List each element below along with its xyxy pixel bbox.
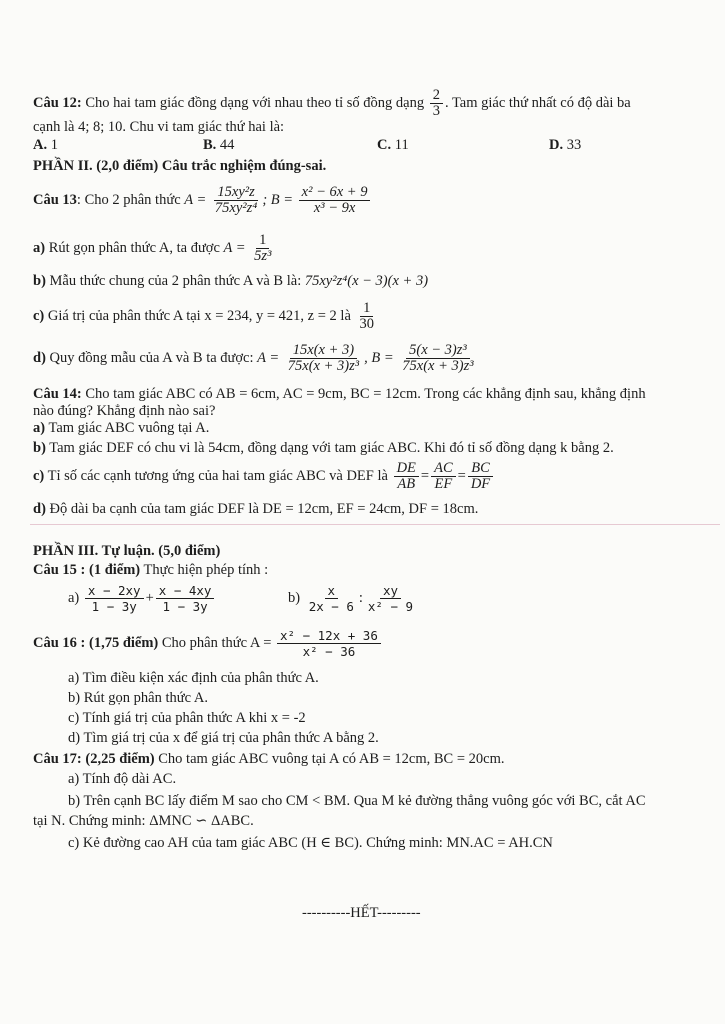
q12-text1: Cho hai tam giác đồng dạng với nhau theo tỉ số đồng dạng <box>85 94 425 111</box>
q15-a-fraction-2 <box>156 583 215 614</box>
q13-d-a: A = <box>257 350 280 366</box>
frac-num: BC <box>468 461 493 477</box>
frac-den: 2x − 6 <box>308 599 354 615</box>
q13-fraction-a <box>212 185 260 216</box>
q12-option-a <box>33 137 58 154</box>
q13-d-fraction-a <box>285 343 362 374</box>
q16-item <box>68 669 319 687</box>
q13-a-fraction <box>251 233 274 264</box>
q14-d <box>33 500 478 518</box>
q15-label: Câu 15 : (1 điểm) <box>33 562 141 578</box>
q13-d-b: , B = <box>364 350 394 366</box>
frac-den: EF <box>434 476 453 493</box>
q17-text: Cho tam giác ABC vuông tại A có AB = 12cm, BC = 20cm. <box>158 751 505 767</box>
frac-den: DF <box>470 476 491 493</box>
frac-num: x² − 12x + 36 <box>277 628 381 644</box>
q12-option-c <box>377 137 409 154</box>
q13-d <box>33 340 479 376</box>
option-key: B. <box>203 137 217 153</box>
q17-b1-text: b) Trên cạnh BC lấy điểm M sao cho CM < BM. Qua M kẻ đường thẳng vuông góc với BC, cắt AC <box>68 793 646 809</box>
q16-fraction <box>277 628 381 659</box>
q12-ratio <box>430 88 443 119</box>
q12-text3: cạnh là 4; 8; 10. Chu vi tam giác thứ hai là: <box>33 119 285 135</box>
part2-title <box>33 157 326 175</box>
q14-label: Câu 14: <box>33 386 82 402</box>
frac-den: 5z³ <box>254 248 272 265</box>
q16-item-text: a) Tìm điều kiện xác định của phân thức A. <box>68 670 319 686</box>
option-value: 33 <box>566 137 582 153</box>
q15-a <box>68 580 216 616</box>
q16-text: Cho phân thức <box>161 635 248 651</box>
q12-option-b <box>203 137 234 154</box>
q16-item-text: c) Tính giá trị của phân thức A khi x = -2 <box>68 710 306 726</box>
q14-c-text: Tỉ số các cạnh tương ứng của hai tam giác ABC và DEF là <box>47 468 388 484</box>
q15-line <box>33 561 268 579</box>
option-value: 11 <box>394 137 409 153</box>
q13-b-text: Mẫu thức chung của 2 phân thức A và B là: <box>49 273 302 289</box>
q16-line <box>33 625 383 661</box>
option-key: D. <box>549 137 564 153</box>
frac-num: x <box>325 583 339 599</box>
q17-c-text: c) Kẻ đường cao AH của tam giác ABC (H ∈ BC). Chứng minh: MN.AC = AH.CN <box>68 835 553 851</box>
q14-line1 <box>33 385 646 403</box>
frac-den: 1 − 3y <box>91 599 137 615</box>
q13-a-label-b: a) <box>33 240 46 256</box>
q13-a-text: Rút gọn phân thức A, ta được <box>48 240 220 256</box>
option-key: C. <box>377 137 392 153</box>
q15-b <box>288 580 418 616</box>
q16-item-text: b) Rút gọn phân thức A. <box>68 690 208 706</box>
part3-title <box>33 542 220 560</box>
end-marker <box>302 904 421 922</box>
q13-a-expr: A = <box>223 240 246 256</box>
equals-sign: = <box>420 468 430 484</box>
q15-text: Thực hiện phép tính : <box>143 562 269 578</box>
end-marker-text: ----------HẾT--------- <box>302 905 421 921</box>
frac-num: DE <box>394 461 419 477</box>
q14-c-fraction-2 <box>431 461 456 492</box>
q14-b-label: b) <box>33 440 46 456</box>
q12-option-d <box>549 137 581 154</box>
part3-title-text: PHẦN III. Tự luận. (5,0 điểm) <box>33 543 221 559</box>
q13-c <box>33 298 379 334</box>
frac-den: 1 − 3y <box>162 599 208 615</box>
frac-den: 75x(x + 3)z³ <box>402 358 474 375</box>
q13-b <box>33 272 428 290</box>
q12-ratio-den: 3 <box>432 103 440 119</box>
q12-ratio-num: 2 <box>430 88 443 104</box>
q13-a <box>33 230 276 266</box>
frac-den: 30 <box>359 316 375 333</box>
q14-line2 <box>33 402 215 420</box>
divide-sign: : <box>358 590 363 606</box>
q14-c-fraction-3 <box>468 461 493 492</box>
q13-d-label: d) <box>33 350 46 366</box>
q14-b <box>33 439 614 457</box>
frac-den: 75xy²z⁴ <box>214 200 258 217</box>
q17-a <box>68 770 176 788</box>
q12-text2: . Tam giác thứ nhất có độ dài ba <box>444 94 631 111</box>
q14-a-text: Tam giác ABC vuông tại A. <box>48 420 210 436</box>
q13-c-text: Giá trị của phân thức A tại x = 234, y = 421, z = 2 là <box>47 308 351 324</box>
frac-den: x³ − 9x <box>313 200 356 217</box>
q14-text2: nào đúng? Khẳng định nào sai? <box>33 403 216 419</box>
q17-b2-text: tại N. Chứng minh: ΔMNC ∽ ΔABC. <box>33 813 254 829</box>
option-value: 1 <box>50 137 58 153</box>
q16-expr: A = <box>249 635 272 651</box>
frac-num: x − 2xy <box>85 583 144 599</box>
q13-label: Câu 13 <box>33 192 77 208</box>
q15-a-label: a) <box>68 590 80 606</box>
q16-item <box>68 709 306 727</box>
frac-num: 15xy²z <box>214 185 257 201</box>
frac-den: x² − 9 <box>367 599 414 615</box>
q14-b-text: Tam giác DEF có chu vi là 54cm, đồng dạng với tam giác ABC. Khi đó tỉ số đồng dạng k bằng 2. <box>49 440 614 456</box>
q14-c <box>33 458 495 494</box>
section-divider <box>30 524 720 525</box>
q17-line <box>33 750 505 768</box>
frac-num: x² − 6x + 9 <box>299 185 371 201</box>
q13-b-label: ; B = <box>262 192 294 208</box>
q13-fraction-b <box>299 185 371 216</box>
q13-d-text: Quy đồng mẫu của A và B ta được: <box>49 350 254 366</box>
q13-b-expr: 75xy²z⁴(x − 3)(x + 3) <box>304 273 429 289</box>
q12-line1 <box>33 88 631 119</box>
q16-label: Câu 16 : (1,75 điểm) <box>33 635 159 651</box>
q16-item <box>68 729 379 747</box>
q16-item-text: d) Tìm giá trị của x để giá trị của phân thức A bằng 2. <box>68 730 379 746</box>
frac-num: xy <box>380 583 401 599</box>
q13-d-fraction-b <box>399 343 476 374</box>
q14-c-label: c) <box>33 468 45 484</box>
q14-d-text: Độ dài ba cạnh của tam giác DEF là DE = 12cm, EF = 24cm, DF = 18cm. <box>49 501 479 517</box>
q13-c-label: c) <box>33 308 45 324</box>
q12-label: Câu 12: <box>33 94 82 111</box>
equals-sign: = <box>457 468 466 484</box>
frac-num: 15x(x + 3) <box>290 343 357 359</box>
frac-num: x − 4xy <box>156 583 215 599</box>
q13-b-label-b: b) <box>33 273 46 289</box>
frac-den: x² − 36 <box>302 644 356 660</box>
frac-den: 75x(x + 3)z³ <box>287 358 360 375</box>
q17-b1 <box>68 792 646 810</box>
frac-den: AB <box>397 476 416 493</box>
part2-title-text: PHẦN II. (2,0 điểm) Câu trắc nghiệm đúng-sai. <box>33 158 327 174</box>
q17-label: Câu 17: (2,25 điểm) <box>33 751 155 767</box>
q17-a-text: a) Tính độ dài AC. <box>68 771 177 787</box>
q13-c-fraction <box>357 301 378 332</box>
option-key: A. <box>33 137 48 153</box>
q13-line <box>33 182 372 218</box>
q15-b-fraction-1 <box>306 583 357 614</box>
q13-a-label: A = <box>184 192 207 208</box>
q14-text1: Cho tam giác ABC có AB = 6cm, AC = 9cm, BC = 12cm. Trong các khẳng định sau, khẳng định <box>85 386 646 402</box>
q13-text: : Cho 2 phân thức <box>76 192 181 208</box>
frac-num: 1 <box>256 233 269 249</box>
q12-line2 <box>33 118 284 136</box>
plus-sign: + <box>145 590 154 606</box>
frac-num: 5(x − 3)z³ <box>406 343 470 359</box>
q14-a <box>33 419 209 437</box>
option-value: 44 <box>219 137 235 153</box>
q14-c-fraction-1 <box>394 461 419 492</box>
q17-c <box>68 834 553 852</box>
frac-num: AC <box>431 461 456 477</box>
frac-num: 1 <box>360 301 373 317</box>
q14-a-label: a) <box>33 420 46 436</box>
q16-item <box>68 689 208 707</box>
q15-b-label: b) <box>288 590 301 606</box>
q15-a-fraction-1 <box>85 583 144 614</box>
q15-b-fraction-2 <box>365 583 416 614</box>
q14-d-label: d) <box>33 501 46 517</box>
q17-b2 <box>33 812 254 830</box>
